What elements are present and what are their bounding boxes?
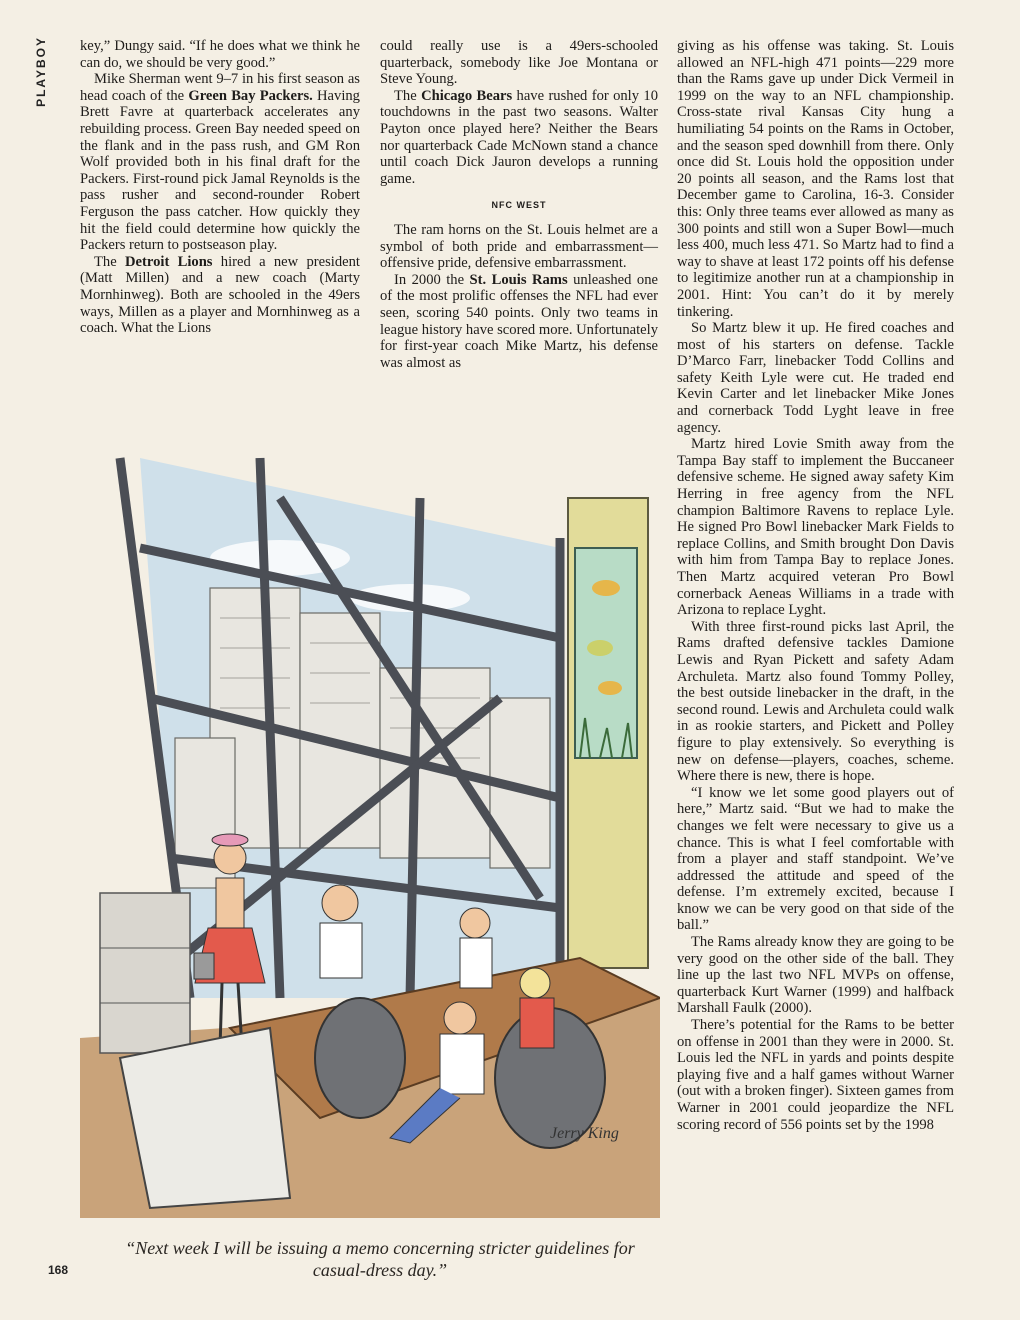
filing-cabinet xyxy=(100,893,190,1053)
page-number: 168 xyxy=(48,1263,69,1277)
paragraph: “I know we let some good players out of here,” Martz said. “But we had to make the changes we felt were necessary to give us a chance. This is what I feel comfortable with from a player and staff standpoint. We’ve addressed the attitude and speed of the defense. I’m extremely excited, because I know we can be very good on that side of the ball.” xyxy=(677,784,954,934)
paragraph: could really use is a 49ers-schooled quarterback, somebody like Joe Montana or Steve Young. xyxy=(380,38,658,88)
paragraph: In 2000 the St. Louis Rams unleashed one of the most prolific offenses the NFL had ever seen, scoring 540 points. Only two teams in league history have scored more. Unfortunately for first-year coach Mike Martz, his defense was almost as xyxy=(380,271,658,371)
article-column-1 xyxy=(80,38,360,337)
cartoon-caption: “Next week I will be issuing a memo concerning stricter guidelines for casual-dress day.” xyxy=(125,1238,635,1280)
paragraph: With three first-round picks last April, the Rams drafted defensive tackles Damione Lewis and Ryan Pickett and safety Adam Archuleta. Martz also found Tommy Polley, the best outside linebacker in the draft, in the second round. Lewis and Archuleta could walk in as rookie starters, and Pickett and Polley figure to play extensively. So everything is new on defense—players, coaches, scheme. Where there is new, there is hope. xyxy=(677,618,954,785)
paragraph: giving as his offense was taking. St. Louis allowed an NFL-high 471 points—229 more than the Rams gave up under Dick Vermeil in 1999 on the way to an NFL championship. Cross-state rival Kansas City hung a humiliating 54 points on the Rams in October, and the season sped downhill from there. Only once did St. Louis hold the opposition under 20 points all season, and the Rams lost that December game to Carolina, 16-3. Consider this: Only three teams ever allowed as many as 300 points and still won a Super Bowl—much less 400, much less 471. So Martz had to find a way to shave at least 172 points off his defense to legitimize another run at a championship in 2001. Hint: You can’t do it by merely tinkering. xyxy=(677,38,954,320)
article-column-2 xyxy=(380,38,658,371)
article-column-3 xyxy=(677,38,954,1133)
paragraph: There’s potential for the Rams to be better on offense in 2001 than they were in 2000. St. Louis led the NFL in yards and points despite playing five and a half games without Warner (out with a broken finger). Sixteen games from Warner in 2001 could jeopardize the NFL scoring record of 556 points set by the 1998 xyxy=(677,1017,954,1133)
aquarium xyxy=(568,498,648,968)
paragraph: key,” Dungy said. “If he does what we think he can do, we should be very good.” xyxy=(80,38,360,71)
paragraph: The Rams already know they are going to be very good on the other side of the ball. They line up the last two NFL MVPs on offense, quarterback Kurt Warner (1999) and halfback Marshall Faulk (2000). xyxy=(677,934,954,1017)
paragraph: Mike Sherman went 9–7 in his first season as head coach of the Green Bay Packers. Having Brett Favre at quarterback accelerates any rebuilding process. Green Bay needed speed on the flank and in the pass rush, and GM Ron Wolf provided both in his final draft for the Packers. First-round pick Jamal Reynolds is the pass rusher and second-rounder Robert Ferguson the pass catcher. How quickly they hit the field could determine how quickly the Packers return to postseason play. xyxy=(80,71,360,254)
paragraph: The Chicago Bears have rushed for only 10 touchdowns in the past two seasons. Walter Payton once played here? Neither the Bears nor quarterback Cade McNown stand a chance until coach Dick Jauron develops a running game. xyxy=(380,87,658,187)
team-name: Detroit Lions xyxy=(125,253,213,270)
executive-figure xyxy=(320,885,362,978)
paragraph: The ram horns on the St. Louis helmet are a symbol of both pride and embarrassment—offensive pride, defensive embarrassment. xyxy=(380,221,658,272)
presentation-board xyxy=(120,1028,290,1208)
paragraph: So Martz blew it up. He fired coaches and most of his starters on defense. Tackle D’Marco Farr, linebacker Todd Collins and safety Keith Lyle were cut. He traded end Kevin Carter and let linebacker Mike Jones and cornerback Todd Lyght leave in free agency. xyxy=(677,320,954,436)
executive-figure xyxy=(520,968,554,1048)
section-heading: NFC WEST xyxy=(491,200,547,211)
team-name: Chicago Bears xyxy=(421,87,513,104)
magazine-side-label: PLAYBOY xyxy=(34,36,48,107)
team-name: St. Louis Rams xyxy=(469,271,568,288)
paragraph: The Detroit Lions hired a new president (Matt Millen) and a new coach (Marty Mornhinweg). Both are schooled in the 49ers ways, Millen as a player and Mornhinweg as a coach. What the Lions xyxy=(80,253,360,337)
team-name: Green Bay Packers. xyxy=(188,87,313,104)
artist-signature: Jerry King xyxy=(550,1125,619,1142)
paragraph: Martz hired Lovie Smith away from the Tampa Bay staff to implement the Buccaneer defensive scheme. He signed away safety Kim Herring in free agency from the NFL champion Baltimore Ravens to replace Lyle. He signed Pro Bowl linebacker Mark Fields to replace Collins, and Smith brought Don Davis with him from Tampa Bay to replace Jones. Then Martz acquired veteran Pro Bowl cornerback Aeneas Williams in a trade with Arizona to replace Lyght. xyxy=(677,436,954,619)
office-scene xyxy=(80,438,660,1218)
office-chair xyxy=(315,998,405,1118)
cartoon-illustration xyxy=(80,438,660,1218)
executive-figure xyxy=(460,908,492,988)
